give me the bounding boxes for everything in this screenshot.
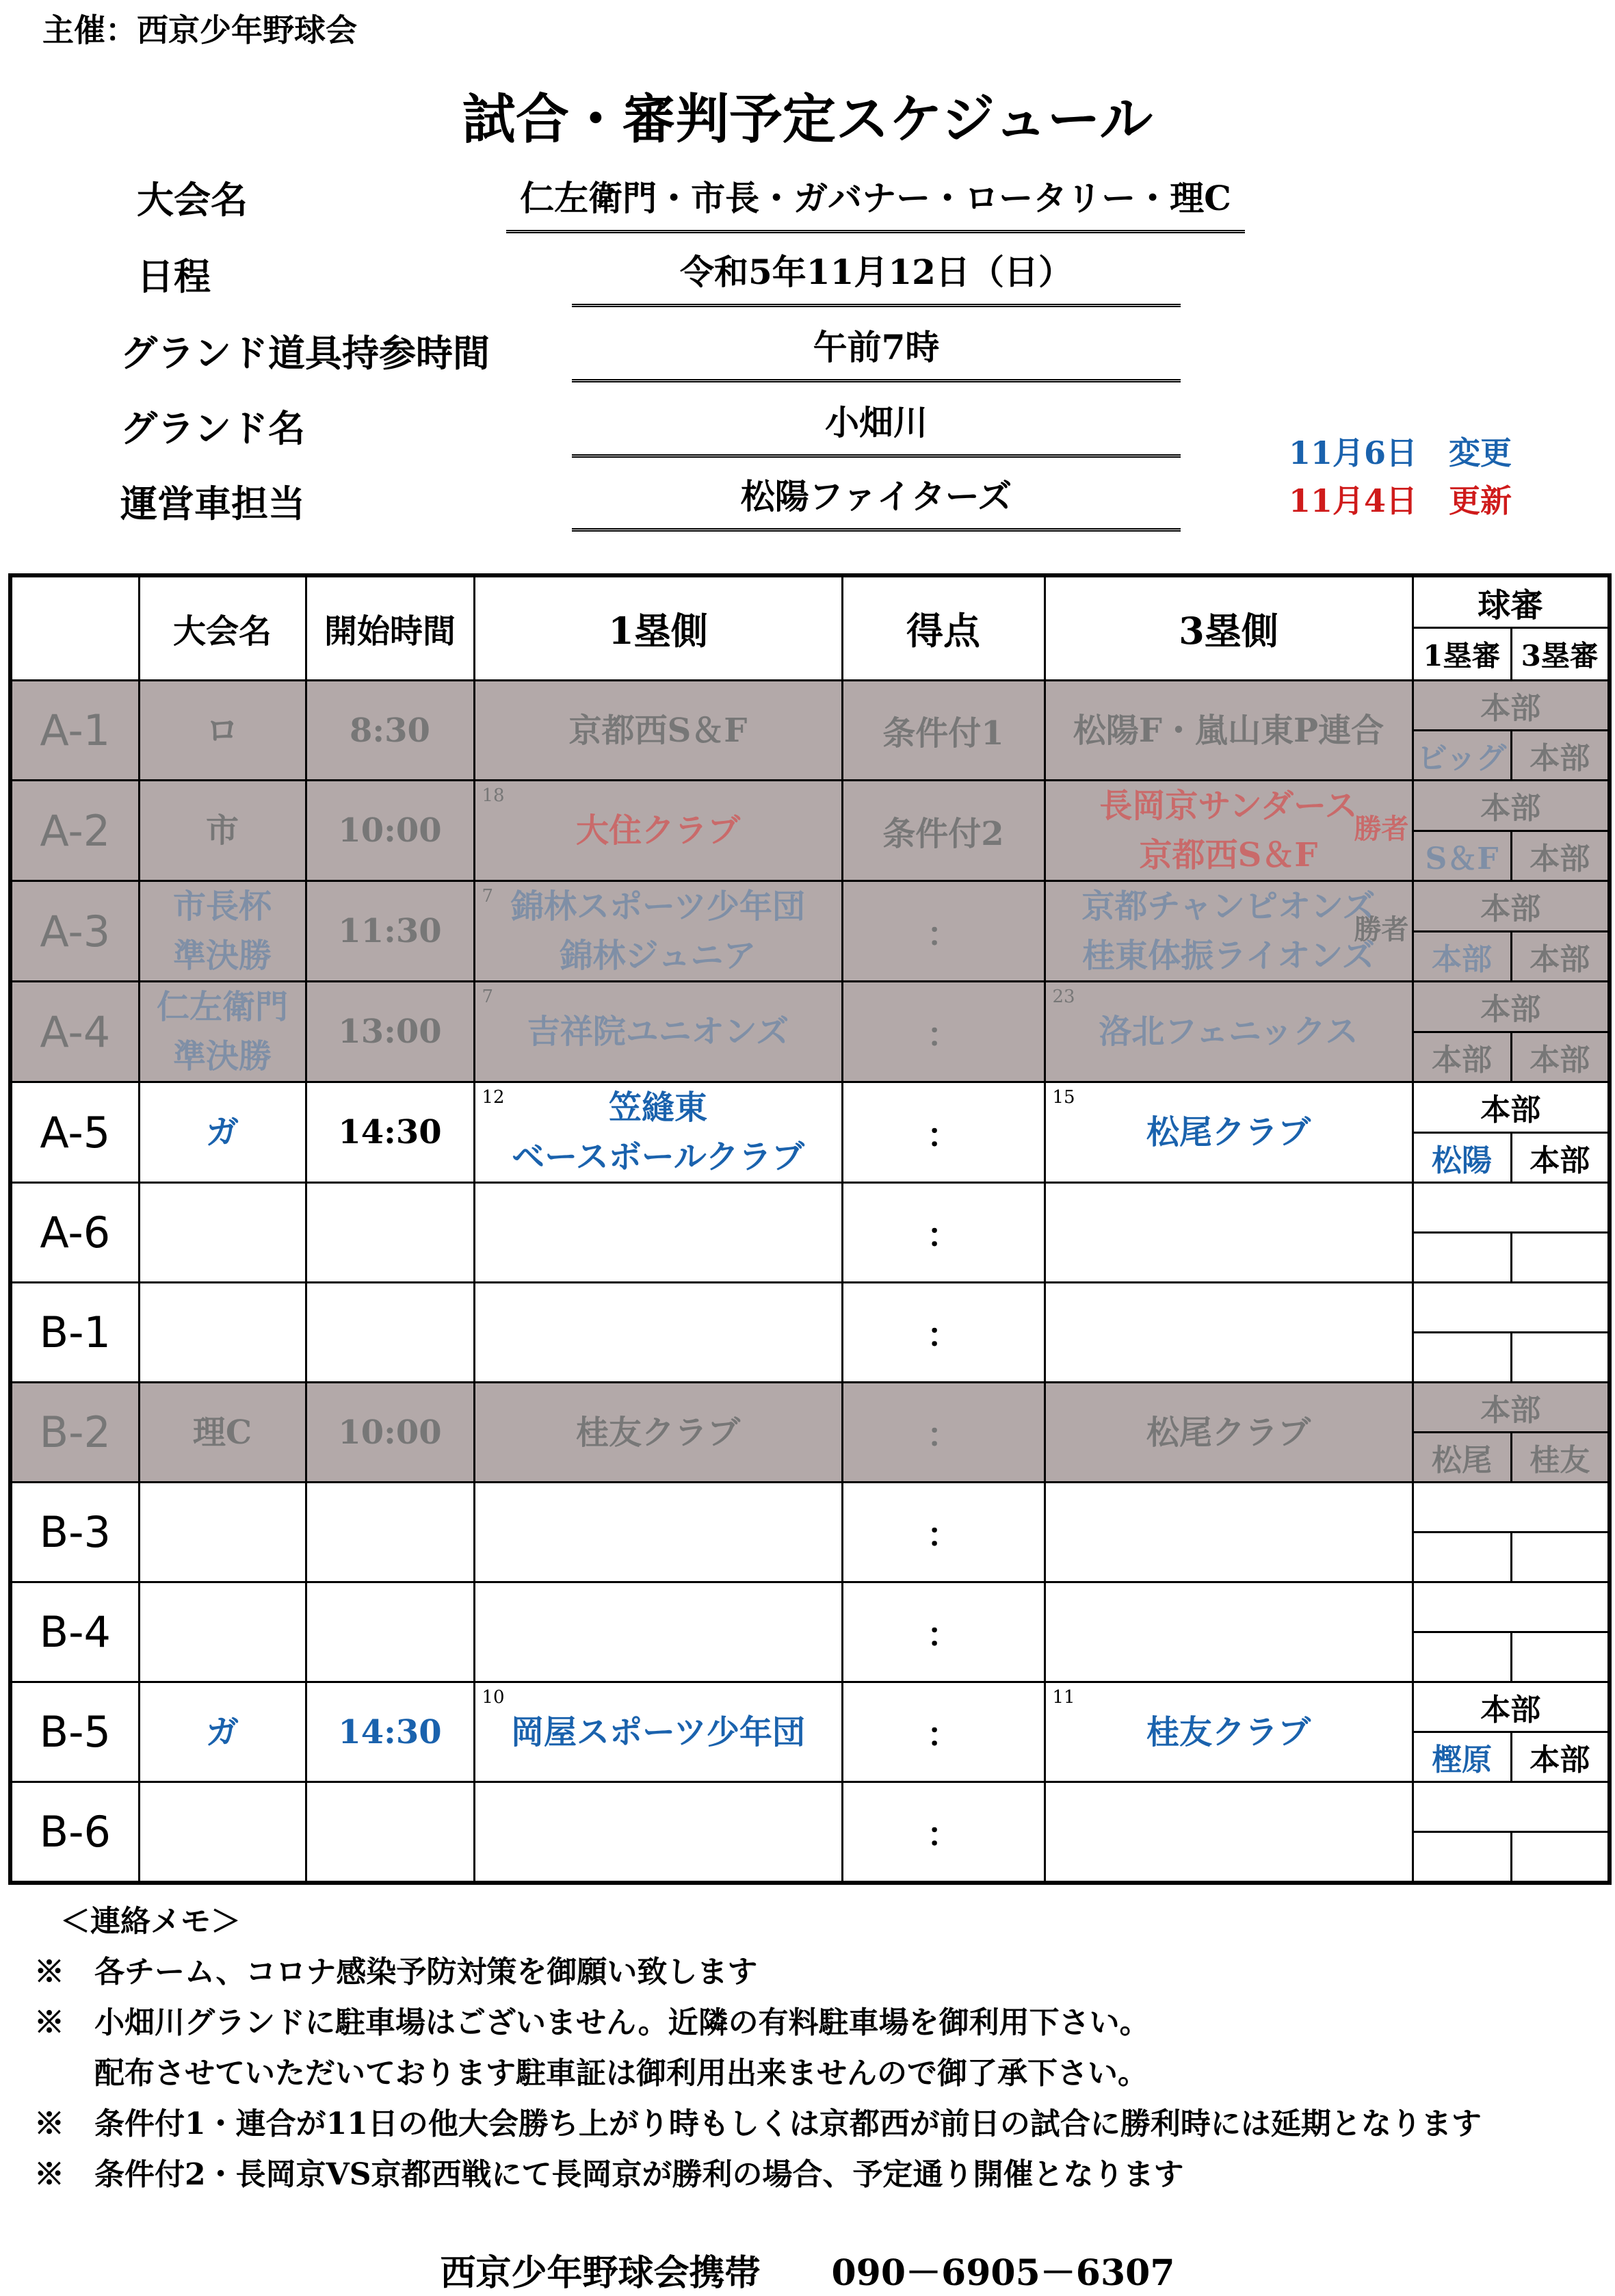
third-base-umpire xyxy=(1511,1233,1610,1283)
first-base-umpire: 本部 xyxy=(1413,1032,1511,1082)
third-base-umpire: 本部 xyxy=(1511,731,1610,781)
first-base-team xyxy=(474,982,842,1082)
third-base-team xyxy=(1045,681,1413,781)
score: ： xyxy=(842,1782,1045,1883)
start-time: 11:30 xyxy=(306,881,474,982)
schedule-row xyxy=(10,1183,1610,1233)
start-time: 13:00 xyxy=(306,982,474,1082)
winner-label: 勝者 xyxy=(1354,913,1409,945)
schedule-row xyxy=(10,1383,1610,1433)
header-third-base-umpire: 3塁審 xyxy=(1511,628,1610,681)
game-id: A-6 xyxy=(10,1183,139,1283)
start-time: 10:00 xyxy=(306,1383,474,1483)
first-base-seed: 18 xyxy=(482,785,505,806)
first-base-team-name: 岡屋スポーツ少年団 xyxy=(510,1712,806,1751)
tournament-round: 準決勝 xyxy=(172,1037,272,1075)
memo-line-5: ※ 条件付2・長岡京VS京都西戦にて長岡京が勝利の場合、予定通り開催となります xyxy=(34,2157,1184,2192)
first-base-umpire xyxy=(1413,1233,1511,1283)
contact-phone: 西京少年野球会携帯 090－6905－6307 xyxy=(440,2252,1175,2294)
schedule-table xyxy=(8,573,1612,1885)
game-id: B-6 xyxy=(10,1782,139,1883)
info-label-vehicle: 運営車担当 xyxy=(120,482,305,525)
start-time xyxy=(306,1582,474,1682)
game-id: A-3 xyxy=(10,881,139,982)
header-tournament: 大会名 xyxy=(139,575,306,681)
info-value-ground: 小畑川 xyxy=(572,398,1181,458)
tournament-name: 仁左衛門 xyxy=(156,988,288,1026)
game-id: B-4 xyxy=(10,1582,139,1682)
third-base-umpire: 本部 xyxy=(1511,931,1610,982)
plate-umpire xyxy=(1413,1283,1610,1333)
schedule-row xyxy=(10,1782,1610,1832)
third-base-team-name: 松尾クラブ xyxy=(1146,1413,1311,1452)
plate-umpire: 本部 xyxy=(1413,781,1610,831)
start-time: 8:30 xyxy=(306,681,474,781)
first-base-seed: 10 xyxy=(482,1687,505,1708)
first-base-team-name: 桂友クラブ xyxy=(575,1413,740,1452)
third-base-team-name: 洛北フェニックス xyxy=(1099,1013,1358,1051)
game-id: B-2 xyxy=(10,1383,139,1483)
info-value-date: 令和5年11月12日（日） xyxy=(572,248,1181,307)
game-id: A-1 xyxy=(10,681,139,781)
first-base-team-name: 吉祥院ユニオンズ xyxy=(527,1013,789,1051)
page-title: 試合・審判予定スケジュール xyxy=(462,88,1153,151)
plate-umpire: 本部 xyxy=(1413,881,1610,932)
tournament-cell xyxy=(139,1582,306,1682)
third-base-team xyxy=(1045,881,1413,982)
first-base-team-name-2: ベースボールクラブ xyxy=(512,1138,804,1176)
score: 条件付1 xyxy=(842,681,1045,781)
tournament-cell xyxy=(139,1682,306,1782)
info-label-ground: グランド名 xyxy=(120,406,305,450)
first-base-team-name-2: 錦林ジュニア xyxy=(560,937,757,975)
start-time xyxy=(306,1183,474,1283)
first-base-team xyxy=(474,1582,842,1682)
schedule-row xyxy=(10,881,1610,932)
schedule-row xyxy=(10,1682,1610,1732)
tournament-cell xyxy=(139,1082,306,1183)
third-base-team xyxy=(1045,1483,1413,1582)
info-value-equipment-time: 午前7時 xyxy=(572,323,1181,382)
update-note-renewed: 11月4日 更新 xyxy=(1289,482,1512,519)
info-label-tournament: 大会名 xyxy=(137,178,248,222)
first-base-team xyxy=(474,1283,842,1383)
score: ： xyxy=(842,1483,1045,1582)
memo-line-3: 配布させていただいております駐車証は御利用出来ませんので御了承下さい。 xyxy=(34,2056,1148,2091)
first-base-seed: 7 xyxy=(482,987,494,1007)
third-base-umpire xyxy=(1511,1632,1610,1682)
game-id: A-5 xyxy=(10,1082,139,1183)
schedule-row xyxy=(10,1283,1610,1333)
score: ： xyxy=(842,1283,1045,1383)
first-base-umpire: ビッグ xyxy=(1413,731,1511,781)
third-base-team-name-2: 京都西S＆F xyxy=(1139,836,1318,874)
schedule-row xyxy=(10,1082,1610,1133)
tournament-name: ガ xyxy=(205,1712,239,1751)
schedule-row xyxy=(10,1483,1610,1532)
start-time xyxy=(306,1283,474,1383)
first-base-team xyxy=(474,1383,842,1483)
third-base-team-name: 京都チャンピオンズ xyxy=(1081,887,1376,926)
memo-line-1: ※ 各チーム、コロナ感染予防対策を御願い致します xyxy=(34,1955,758,1990)
start-time xyxy=(306,1782,474,1883)
game-id: A-4 xyxy=(10,982,139,1082)
first-base-team-name: 笠縫東 xyxy=(608,1088,707,1127)
start-time: 14:30 xyxy=(306,1682,474,1782)
tournament-cell xyxy=(139,1183,306,1283)
third-base-umpire: 本部 xyxy=(1511,1132,1610,1183)
third-base-team-name-2: 桂東体振ライオンズ xyxy=(1082,937,1375,975)
game-id: B-5 xyxy=(10,1682,139,1782)
schedule-row xyxy=(10,982,1610,1032)
third-base-umpire xyxy=(1511,1832,1610,1883)
plate-umpire xyxy=(1413,1782,1610,1832)
plate-umpire: 本部 xyxy=(1413,982,1610,1032)
first-base-umpire: S＆F xyxy=(1413,831,1511,881)
first-base-team xyxy=(474,1483,842,1582)
tournament-cell xyxy=(139,982,306,1082)
schedule-row xyxy=(10,681,1610,731)
first-base-team-name: 京都西S＆F xyxy=(568,711,748,750)
third-base-umpire: 本部 xyxy=(1511,1732,1610,1782)
first-base-team xyxy=(474,681,842,781)
third-base-team-name: 松尾クラブ xyxy=(1146,1113,1311,1151)
third-base-team xyxy=(1045,1682,1413,1782)
first-base-team xyxy=(474,781,842,881)
tournament-name: ロ xyxy=(205,711,239,750)
tournament-name: 市 xyxy=(205,811,239,850)
first-base-umpire: 松陽 xyxy=(1413,1132,1511,1183)
tournament-cell xyxy=(139,1782,306,1883)
first-base-team xyxy=(474,1682,842,1782)
plate-umpire xyxy=(1413,1183,1610,1233)
first-base-team-name: 錦林スポーツ少年団 xyxy=(510,887,806,926)
third-base-umpire xyxy=(1511,1532,1610,1582)
third-base-seed: 23 xyxy=(1052,987,1075,1007)
tournament-name: 市長杯 xyxy=(172,887,272,926)
score: ： xyxy=(842,982,1045,1082)
third-base-seed: 11 xyxy=(1052,1687,1075,1708)
tournament-cell xyxy=(139,1383,306,1483)
memo-line-2: ※ 小畑川グランドに駐車場はございません。近隣の有料駐車場を御利用下さい。 xyxy=(34,2005,1150,2040)
third-base-umpire: 桂友 xyxy=(1511,1433,1610,1483)
score: ： xyxy=(842,1383,1045,1483)
score: ： xyxy=(842,1082,1045,1183)
third-base-team xyxy=(1045,1183,1413,1283)
third-base-team-name: 松陽F・嵐山東P連合 xyxy=(1073,711,1384,750)
score: ： xyxy=(842,1183,1045,1283)
first-base-seed: 7 xyxy=(482,886,494,906)
schedule-row xyxy=(10,781,1610,831)
third-base-team-name: 桂友クラブ xyxy=(1146,1712,1311,1751)
header-start-time: 開始時間 xyxy=(306,575,474,681)
first-base-seed: 12 xyxy=(482,1087,505,1108)
score: 条件付2 xyxy=(842,781,1045,881)
score: ： xyxy=(842,1682,1045,1782)
tournament-cell xyxy=(139,681,306,781)
tournament-name: ガ xyxy=(205,1113,239,1151)
first-base-team xyxy=(474,1782,842,1883)
header-first-base-umpire: 1塁審 xyxy=(1413,628,1511,681)
update-note-changed: 11月6日 変更 xyxy=(1289,434,1512,471)
first-base-umpire xyxy=(1413,1832,1511,1883)
start-time: 10:00 xyxy=(306,781,474,881)
first-base-team xyxy=(474,881,842,982)
organizer: 主催：西京少年野球会 xyxy=(42,12,357,49)
third-base-seed: 15 xyxy=(1052,1087,1075,1108)
third-base-team xyxy=(1045,781,1413,881)
plate-umpire xyxy=(1413,1582,1610,1632)
memo-title: ＜連絡メモ＞ xyxy=(60,1904,241,1939)
plate-umpire: 本部 xyxy=(1413,1383,1610,1433)
info-value-tournament: 仁左衛門・市長・ガバナー・ロータリー・理C xyxy=(506,174,1245,233)
header-third-base: 3塁側 xyxy=(1045,575,1413,681)
first-base-umpire: 松尾 xyxy=(1413,1433,1511,1483)
plate-umpire: 本部 xyxy=(1413,1082,1610,1133)
schedule-row xyxy=(10,1582,1610,1632)
third-base-team xyxy=(1045,1082,1413,1183)
tournament-cell xyxy=(139,1483,306,1582)
first-base-umpire xyxy=(1413,1532,1511,1582)
plate-umpire xyxy=(1413,1483,1610,1532)
first-base-team xyxy=(474,1183,842,1283)
game-id: A-2 xyxy=(10,781,139,881)
memo-line-4: ※ 条件付1・連合が11日の他大会勝ち上がり時もしくは京都西が前日の試合に勝利時には延期となります xyxy=(34,2106,1482,2141)
info-label-equipment-time: グランド道具持参時間 xyxy=(120,331,490,375)
score: ： xyxy=(842,881,1045,982)
first-base-umpire: 本部 xyxy=(1413,931,1511,982)
first-base-team-name: 大住クラブ xyxy=(575,811,740,850)
tournament-name: 理C xyxy=(192,1413,252,1452)
header-score: 得点 xyxy=(842,575,1045,681)
header-game xyxy=(10,575,139,681)
first-base-umpire xyxy=(1413,1632,1511,1682)
third-base-umpire xyxy=(1511,1333,1610,1383)
tournament-round: 準決勝 xyxy=(172,937,272,975)
third-base-team xyxy=(1045,1383,1413,1483)
third-base-team xyxy=(1045,1782,1413,1883)
winner-label: 勝者 xyxy=(1354,812,1409,845)
tournament-cell xyxy=(139,781,306,881)
header-first-base: 1塁側 xyxy=(474,575,842,681)
game-id: B-1 xyxy=(10,1283,139,1383)
score: ： xyxy=(842,1582,1045,1682)
first-base-umpire: 樫原 xyxy=(1413,1732,1511,1782)
info-value-vehicle: 松陽ファイターズ xyxy=(572,472,1181,532)
header-umpire: 球審 xyxy=(1413,575,1610,628)
third-base-umpire: 本部 xyxy=(1511,1032,1610,1082)
plate-umpire: 本部 xyxy=(1413,1682,1610,1732)
third-base-team xyxy=(1045,982,1413,1082)
start-time xyxy=(306,1483,474,1582)
third-base-team xyxy=(1045,1582,1413,1682)
third-base-team xyxy=(1045,1283,1413,1383)
tournament-cell xyxy=(139,1283,306,1383)
first-base-umpire xyxy=(1413,1333,1511,1383)
start-time: 14:30 xyxy=(306,1082,474,1183)
plate-umpire: 本部 xyxy=(1413,681,1610,731)
first-base-team xyxy=(474,1082,842,1183)
tournament-cell xyxy=(139,881,306,982)
third-base-team-name: 長岡京サンダース xyxy=(1099,787,1358,825)
info-label-date: 日程 xyxy=(137,255,211,298)
game-id: B-3 xyxy=(10,1483,139,1582)
third-base-umpire: 本部 xyxy=(1511,831,1610,881)
